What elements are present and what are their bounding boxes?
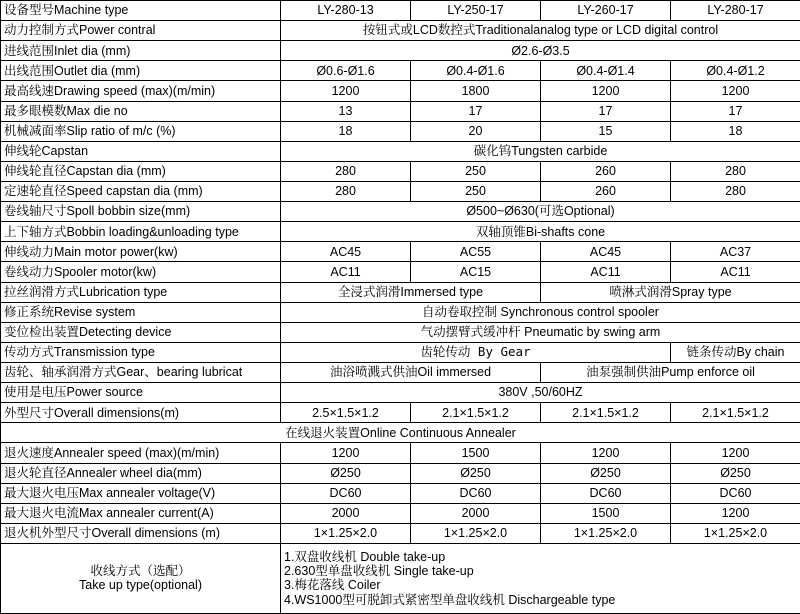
- takeup-row: [1, 543, 800, 613]
- table-row: [1, 21, 800, 41]
- table-row: [1, 61, 800, 81]
- cell-value: 2000: [281, 503, 411, 523]
- row-label: 定速轮直径Speed capstan dia (mm): [1, 181, 281, 201]
- cell-value: Ø0.4-Ø1.6: [411, 61, 541, 81]
- cell-value: 1800: [411, 81, 541, 101]
- table-row: [1, 463, 800, 483]
- row-label: 最大退火电压Max annealer voltage(V): [1, 483, 281, 503]
- table-row: [1, 282, 800, 302]
- cell-value: 280: [671, 161, 800, 181]
- table-row: [1, 1, 800, 21]
- cell-value: Ø0.6-Ø1.6: [281, 61, 411, 81]
- cell-value-merged: 380V ,50/60HZ: [281, 383, 800, 403]
- cell-value: 17: [671, 101, 800, 121]
- cell-value-merged: Ø500~Ø630(可选Optional): [281, 202, 800, 222]
- row-label: 最多眼模数Max die no: [1, 101, 281, 121]
- cell-value: 260: [541, 181, 671, 201]
- row-label: 出线范围Outlet dia (mm): [1, 61, 281, 81]
- cell-value: 1×1.25×2.0: [541, 523, 671, 543]
- cell-value: 1200: [281, 443, 411, 463]
- cell-value: LY-280-13: [281, 1, 411, 21]
- cell-value: AC11: [671, 262, 800, 282]
- row-label: 退火速度Annealer speed (max)(m/min): [1, 443, 281, 463]
- row-label: 动力控制方式Power contral: [1, 21, 281, 41]
- cell-value: AC11: [281, 262, 411, 282]
- table-row: [1, 222, 800, 242]
- cell-value: 2.1×1.5×1.2: [671, 403, 800, 423]
- table-row: [1, 81, 800, 101]
- cell-value-merged: 齿轮传动 By Gear: [281, 342, 671, 362]
- cell-value: 280: [671, 181, 800, 201]
- cell-value-merged: 喷淋式润滑Spray type: [541, 282, 800, 302]
- cell-value: Ø0.4-Ø1.4: [541, 61, 671, 81]
- table-row: [1, 121, 800, 141]
- cell-value-merged: 气动摆臂式缓冲杆 Pneumatic by swing arm: [281, 322, 800, 342]
- takeup-options: [281, 543, 800, 613]
- table-row: [1, 181, 800, 201]
- row-label: 外型尺寸Overall dimensions(m): [1, 403, 281, 423]
- row-label: 传动方式Transmission type: [1, 342, 281, 362]
- cell-value: DC60: [411, 483, 541, 503]
- cell-value: 17: [541, 101, 671, 121]
- row-label: 使用是电压Power source: [1, 383, 281, 403]
- table-row: [1, 443, 800, 463]
- cell-value: 2.1×1.5×1.2: [411, 403, 541, 423]
- cell-value: AC45: [281, 242, 411, 262]
- cell-value: 2000: [411, 503, 541, 523]
- table-body: [1, 1, 800, 614]
- cell-value: Ø250: [671, 463, 800, 483]
- table-row: [1, 242, 800, 262]
- cell-value: 13: [281, 101, 411, 121]
- cell-value-merged: 链条传动By chain: [671, 342, 800, 362]
- row-label: 退火轮直径Annealer wheel dia(mm): [1, 463, 281, 483]
- cell-value: DC60: [281, 483, 411, 503]
- cell-value-merged: 自动卷取控制 Synchronous control spooler: [281, 302, 800, 322]
- table-row: [1, 41, 800, 61]
- row-label: 伸线动力Main motor power(kw): [1, 242, 281, 262]
- takeup-label: [1, 543, 281, 613]
- table-row: [1, 383, 800, 403]
- table-row: [1, 302, 800, 322]
- cell-value: Ø250: [411, 463, 541, 483]
- row-label: 退火机外型尺寸Overall dimensions (m): [1, 523, 281, 543]
- cell-value: AC15: [411, 262, 541, 282]
- table-row: [1, 161, 800, 181]
- table-row: [1, 423, 800, 443]
- cell-value-merged: 全浸式润滑Immersed type: [281, 282, 541, 302]
- cell-value-merged: 油浴喷溅式供油Oil immersed: [281, 362, 541, 382]
- cell-value: LY-260-17: [541, 1, 671, 21]
- cell-value: 1500: [541, 503, 671, 523]
- table-row: [1, 503, 800, 523]
- row-label: 变位检出装置Detecting device: [1, 322, 281, 342]
- cell-value: DC60: [541, 483, 671, 503]
- table-row: [1, 342, 800, 362]
- takeup-option: 4.WS1000型可脱卸式紧密型单盘收线机 Dischargeable type: [284, 592, 616, 607]
- section-header: 在线退火装置Online Continuous Annealer: [1, 423, 800, 443]
- cell-value: 1×1.25×2.0: [281, 523, 411, 543]
- table-row: [1, 523, 800, 543]
- cell-value: 2.1×1.5×1.2: [541, 403, 671, 423]
- takeup-option: 3.梅花落线 Coiler: [284, 578, 381, 593]
- row-label: 上下轴方式Bobbin loading&unloading type: [1, 222, 281, 242]
- cell-value: LY-250-17: [411, 1, 541, 21]
- cell-value: 18: [281, 121, 411, 141]
- row-label: 卷线动力Spooler motor(kw): [1, 262, 281, 282]
- cell-value: 250: [411, 161, 541, 181]
- cell-value: AC55: [411, 242, 541, 262]
- cell-value: Ø0.4-Ø1.2: [671, 61, 800, 81]
- cell-value-merged: 油泵强制供油Pump enforce oil: [541, 362, 800, 382]
- cell-value: 1×1.25×2.0: [411, 523, 541, 543]
- row-label: 修正系统Revise system: [1, 302, 281, 322]
- table-row: [1, 141, 800, 161]
- row-label: 伸线轮Capstan: [1, 141, 281, 161]
- cell-value: DC60: [671, 483, 800, 503]
- row-label: 最大退火电流Max annealer current(A): [1, 503, 281, 523]
- row-label: 设备型号Machine type: [1, 1, 281, 21]
- cell-value: 1200: [541, 443, 671, 463]
- takeup-option: 1.双盘收线机 Double take-up: [284, 549, 446, 564]
- takeup-label-en: Take up type(optional): [79, 578, 202, 593]
- cell-value: 280: [281, 161, 411, 181]
- takeup-option: 2.630型单盘收线机 Single take-up: [284, 564, 474, 579]
- table-row: [1, 362, 800, 382]
- table-row: [1, 262, 800, 282]
- table-row: [1, 202, 800, 222]
- cell-value: LY-280-17: [671, 1, 800, 21]
- row-label: 最高线速Drawing speed (max)(m/min): [1, 81, 281, 101]
- cell-value: 2.5×1.5×1.2: [281, 403, 411, 423]
- cell-value: AC45: [541, 242, 671, 262]
- cell-value: 1200: [671, 503, 800, 523]
- row-label: 伸线轮直径Capstan dia (mm): [1, 161, 281, 181]
- cell-value: 15: [541, 121, 671, 141]
- cell-value: 20: [411, 121, 541, 141]
- cell-value: 1200: [281, 81, 411, 101]
- row-label: 齿轮、轴承润滑方式Gear、bearing lubricat: [1, 362, 281, 382]
- row-label: 拉丝润滑方式Lubrication type: [1, 282, 281, 302]
- cell-value: 1200: [671, 81, 800, 101]
- cell-value-merged: Ø2.6-Ø3.5: [281, 41, 800, 61]
- cell-value: 18: [671, 121, 800, 141]
- cell-value: 1200: [541, 81, 671, 101]
- cell-value: AC11: [541, 262, 671, 282]
- row-label: 进线范围Inlet dia (mm): [1, 41, 281, 61]
- cell-value: Ø250: [541, 463, 671, 483]
- row-label: 卷线轴尺寸Spoll bobbin size(mm): [1, 202, 281, 222]
- cell-value-merged: 双轴顶锥Bi-shafts cone: [281, 222, 800, 242]
- cell-value: Ø250: [281, 463, 411, 483]
- cell-value: 17: [411, 101, 541, 121]
- cell-value: AC37: [671, 242, 800, 262]
- table-row: [1, 403, 800, 423]
- cell-value: 260: [541, 161, 671, 181]
- table-row: [1, 483, 800, 503]
- cell-value: 1200: [671, 443, 800, 463]
- cell-value: 1500: [411, 443, 541, 463]
- cell-value: 1×1.25×2.0: [671, 523, 800, 543]
- cell-value-merged: 碳化钨Tungsten carbide: [281, 141, 800, 161]
- table-row: [1, 322, 800, 342]
- takeup-label-cn: 收线方式（选配）: [90, 564, 191, 579]
- cell-value-merged: 按钮式或LCD数控式Traditionalanalog type or LCD digital control: [281, 21, 800, 41]
- table-row: [1, 101, 800, 121]
- cell-value: 250: [411, 181, 541, 201]
- cell-value: 280: [281, 181, 411, 201]
- row-label: 机械减面率Slip ratio of m/c (%): [1, 121, 281, 141]
